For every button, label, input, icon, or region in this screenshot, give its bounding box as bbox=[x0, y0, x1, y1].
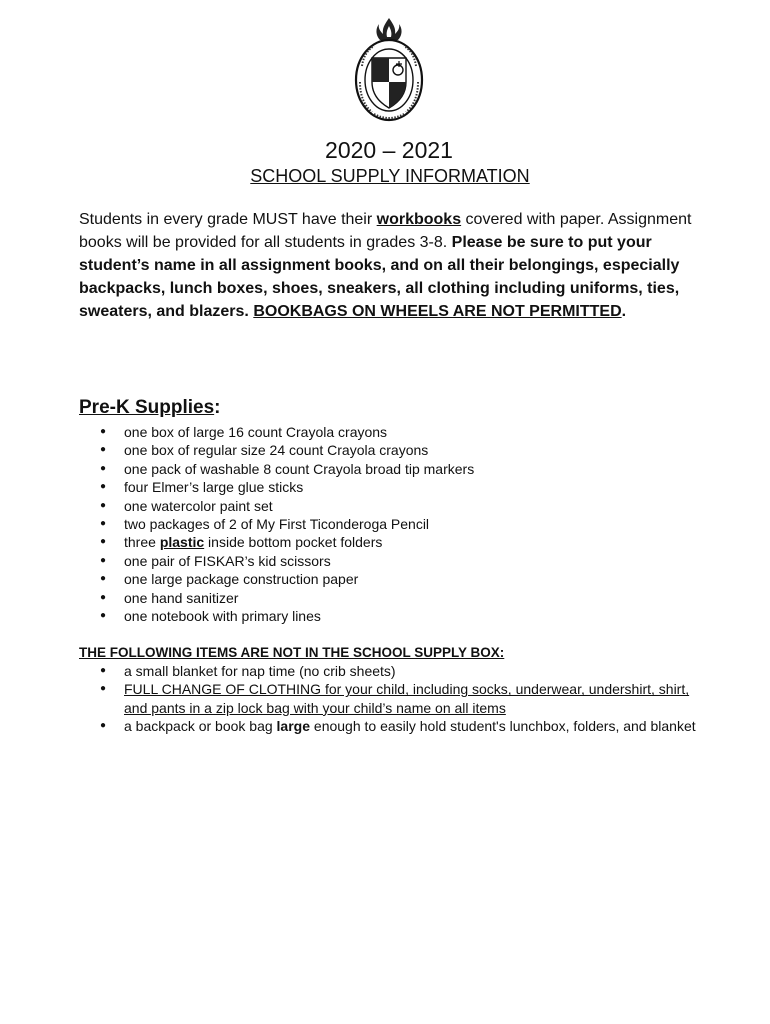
intro-period: . bbox=[621, 303, 627, 320]
workbooks-emphasis: workbooks bbox=[376, 211, 462, 228]
prek-section-title bbox=[79, 397, 220, 419]
plastic-emphasis: plastic bbox=[159, 534, 205, 551]
list-item: ● one box of large 16 count Crayola crayons bbox=[100, 423, 720, 441]
school-year: 2020 – 2021 bbox=[325, 137, 453, 163]
prek-supply-list bbox=[100, 423, 720, 625]
list-item: ● FULL CHANGE OF CLOTHING for your child, including socks, underwear, undershirt, shirt, and pants in a zip lock bag with your child’s name on all items bbox=[100, 680, 710, 717]
not-in-box-heading: THE FOLLOWING ITEMS ARE NOT IN THE SCHOOL SUPPLY BOX: bbox=[79, 645, 505, 660]
page-title: SCHOOL SUPPLY INFORMATION bbox=[250, 166, 530, 186]
list-item: ● one large package construction paper bbox=[100, 570, 720, 588]
name-labeling-notice: Please be sure to put your student’s name in all assignment books, and on all their belongings, especially backpacks, lunch boxes, shoes, sneakers, all clothing including uniforms, ties, sweaters, and blazers. bbox=[79, 234, 680, 320]
list-item: ● two packages of 2 of My First Ticonderoga Pencil bbox=[100, 515, 720, 533]
item-text: three bbox=[124, 534, 160, 551]
list-item: ● four Elmer’s large glue sticks bbox=[100, 478, 720, 496]
large-emphasis: large bbox=[276, 718, 311, 735]
list-item bbox=[100, 717, 710, 735]
intro-paragraph bbox=[79, 208, 709, 323]
list-item: ● one watercolor paint set bbox=[100, 497, 720, 515]
list-item bbox=[100, 533, 720, 551]
school-seal-icon bbox=[352, 16, 426, 124]
intro-text-2: covered with paper. Assignment books will be provided for all students in grades 3-8. bbox=[79, 211, 692, 251]
list-item: ● one pair of FISKAR’s kid scissors bbox=[100, 552, 720, 570]
prek-title-colon: : bbox=[214, 397, 221, 418]
intro-text-1: Students in every grade MUST have their bbox=[79, 211, 377, 228]
item-text: inside bottom pocket folders bbox=[204, 534, 383, 551]
list-item: ● one notebook with primary lines bbox=[100, 607, 720, 625]
list-item: ● a small blanket for nap time (no crib sheets) bbox=[100, 662, 710, 680]
list-item: ● one pack of washable 8 count Crayola broad tip markers bbox=[100, 460, 720, 478]
item-text: a backpack or book bag bbox=[124, 718, 277, 735]
bookbags-warning: BOOKBAGS ON WHEELS ARE NOT PERMITTED bbox=[253, 303, 622, 320]
item-text: enough to easily hold student's lunchbox, folders, and blanket bbox=[310, 718, 696, 735]
list-item: ● one hand sanitizer bbox=[100, 589, 720, 607]
list-item: ● one box of regular size 24 count Crayola crayons bbox=[100, 441, 720, 459]
not-in-box-list bbox=[100, 662, 710, 736]
prek-title-text: Pre-K Supplies bbox=[79, 397, 215, 418]
